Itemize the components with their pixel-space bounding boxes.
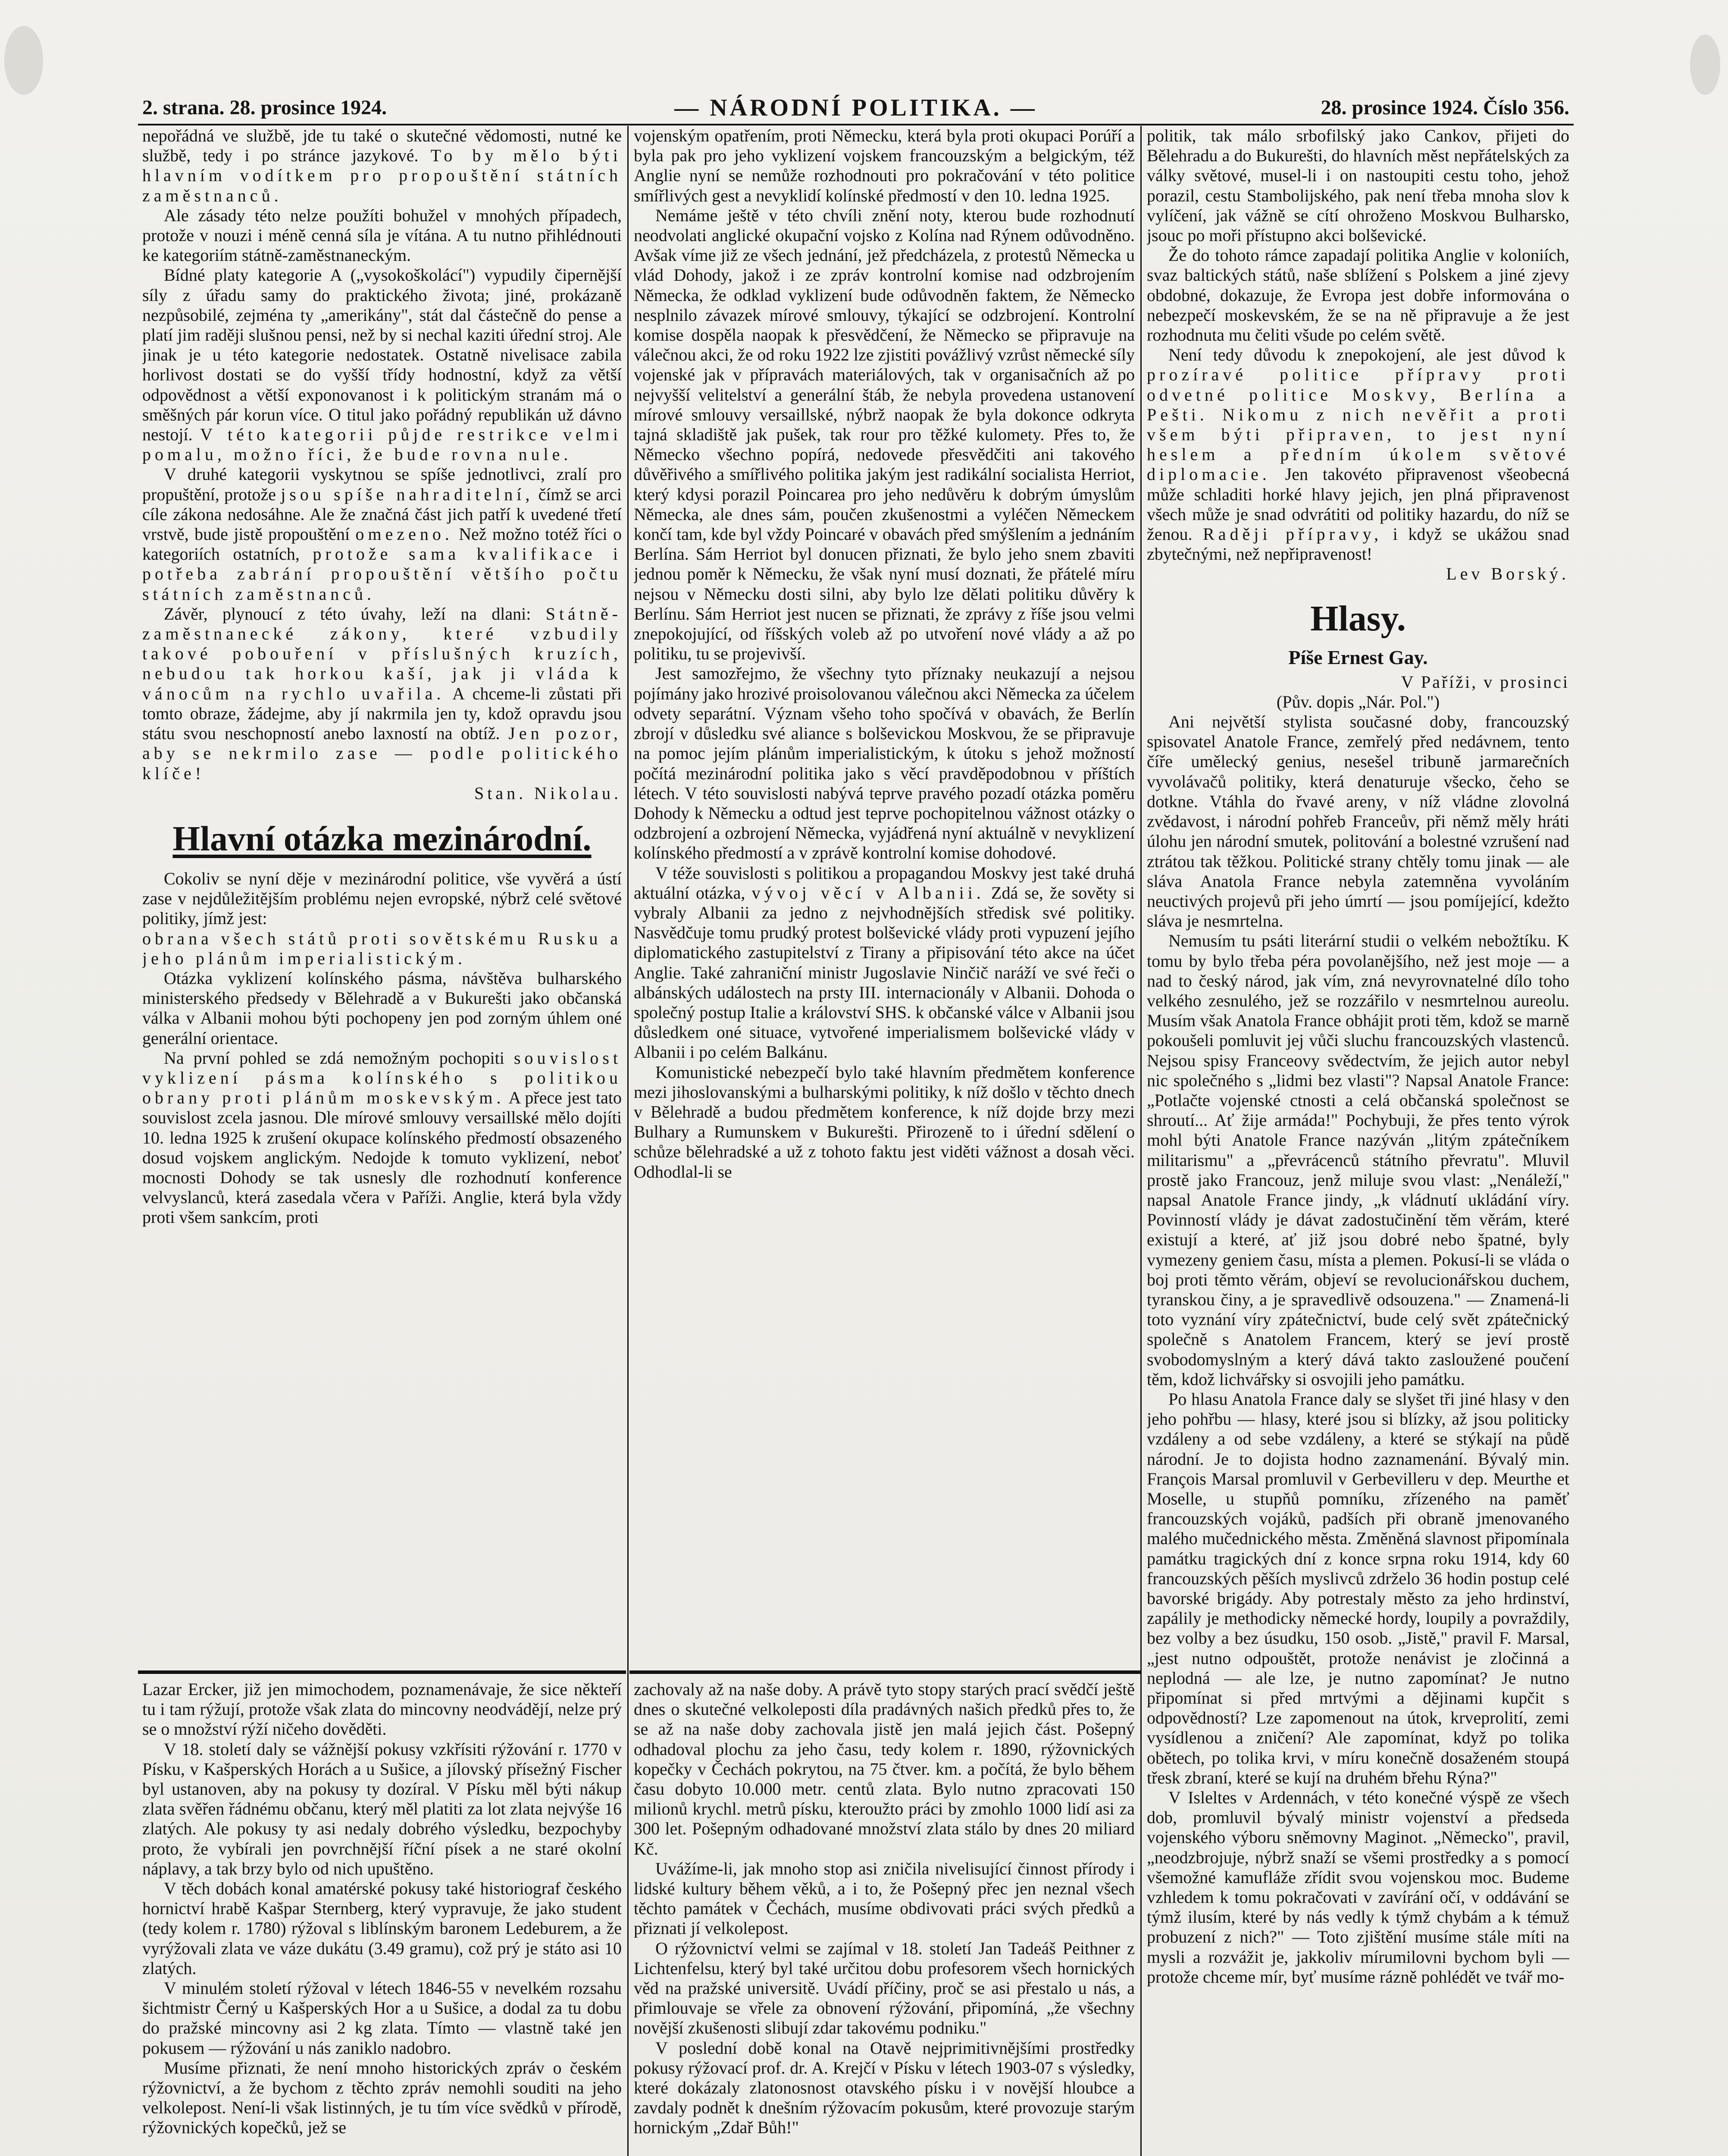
emphasis-text: protože sama kvalifikace i potřeba zabrání propouštění většího počtu státních zaměstnanců. [142,544,622,604]
text-paragraph: V Isleltes v Ardennách, v této konečné výspě ze všech dob, promluvil bývalý ministr vojenství a předseda vojenského výboru sněmovny Maginot. „Německo", pravil, „neodzbrojuje, nýbrž snaží se všemi prostředky a s pomocí všemožné kamufláže zřídit svou vojenskou moc. Budeme vzhledem k tomu pokračovati v zavírání očí, v oddávání se týmž ilusím, které by nás vedly k týmž chybám a k témuž probuzení z nich?" — Toto zjištění musíme stále míti na mysli a rozvážit je, jakkoliv mírumilovni bychom byli — protože chceme mír, byť musíme rázně pohlédět ve tvář mo- [1147,1788,1569,1987]
text-paragraph: nepořádná ve službě, jde tu také o skutečné vědomosti, nutné ke službě, tedy i po stránce jazykové. [142,126,622,166]
text-paragraph: Nemusím tu psáti literární studii o velkém nebožtíku. K tomu by bylo třeba péra povolanějšího, než jest moje — a nad to český národ, jak vím, zná nevyrovnatelné dílo toho velkého zesnulého, jež se rozzářilo v nesmrtelnou aureolu. Musím však Anatola France obhájit proti těm, kdož se marně pokoušeli pomluvit jej vůči sluchu francouzských vlastenců. Nejsou spisy Franceovy svědectvím, že jejich autor nebyl nic společného s „lidmi bez vlasti"? Napsal Anatole France: „Potlačte vojenské ctnosti a celá občanská společnost se shroutí... Ať žije armáda!" Pochybuji, že přes tento výrok mohl býti Anatole France nazýván „litým zpátečníkem militarismu" a „převrácenců státního převratu". Mluvil prostě jako Francouz, jenž miluje svou vlast: „Nenáleží," napsal Anatole France jindy, „k vládnutí ukládání víry. Povinností vlády je dávat zadostučinění těm věrám, které existují a které, ať již jsou dobré nebo špatné, byly vymezeny geniem času, místa a plemen. Pokusí-li se vláda o boj proti těmto věrám, objeví se revolucionářskou duchem, tyranskou činy, a je spravedlivě odsouzena." — Znamená-li toto vyznání víry zpátečnictví, bude celý svět zpátečnický společně s Anatolem Francem, který se jeví prostě svobodomyslným a který dává takto zasloužené poučení těm, kdož lichvářsky si osvojili jeho památku. [1147,931,1569,1389]
text-paragraph: Závěr, plynoucí z této úvahy, leží na dlani: [164,604,531,624]
text-paragraph: A přece jest tato souvislost zcela jasnou. Dle mírové smlouvy versaillské mělo dojíti 10. ledna 1925 k zrušení okupace kolínského předmostí obsazeného dosud vojskem anglickým. Nedojde k tomuto vyklizení, neboť mocnosti Dohody se tak usnesly dle rozhodnutí konference velvyslanců, která zasedala včera v Paříži. Anglie, která byla vždy proti všem sankcím, proti [142,1088,622,1227]
text-paragraph: V minulém století rýžoval v létech 1846-55 v nevelkém rozsahu šichtmistr Černý u Kašperských Hor a u Sušice, a dodal za tu dobu do pražské mincovny asi 2 kg zlata. Tímto — vlastně také jen pokusem — rýžování u nás zaniklo nadobro. [142,1978,622,2058]
text-paragraph: Ani největší stylista současné doby, francouzský spisovatel Anatole France, zemřelý před nedávnem, tento číře umělecký genius, nesešel tribuně jarmarečních vyvolávačů politiky, která denaturuje všecko, čeho se dotkne. Vtáhla do řvavé areny, v níž vládne zlovolná zvědavost, i národní pohřeb Franceův, při němž měly hráti úlohu jen národní smutek, politování a bolestné vzrušení nad ztrátou tak těžkou. Politické strany chtěly tomu jinak — ale sláva Anatola France nebyla zatemněna vyvoláním neuctivých projevů při jeho úmrtí — jsou pomíjející, kdežto sláva je nesmrtelna. [1147,712,1569,931]
text-paragraph: A chceme-li zůstati při tomto obraze, žádejme, aby jí nakrmila jen ty, kdož opravdu jsou státu svou neschopností anebo laxností na obtíž. [142,683,622,743]
emphasis-text: jsou spíše nahraditelní, [281,484,534,504]
article-byline: Píše Ernest Gay. [1288,646,1428,668]
text-paragraph: Na první pohled se zdá nemožným pochopiti [164,1048,504,1068]
text-paragraph: Ale zásady této nelze použíti bohužel v mnohých případech, protože v nouzi i méně cenná síla je vítána. A tu nutno přihlédnouti ke kategoriím státně-zaměstnaneckým. [142,205,622,265]
column-1-feuilleton [142,1680,622,2156]
text-paragraph: O rýžovnictví velmi se zajímal v 18. století Jan Tadeáš Peithner z Lichtenfelsu, který byl také určitou dobu profesorem všech hornických věd na pražské universitě. Uvádí příčiny, proč se asi přestalo u nás, a přimlouvaje se vřele za obnovení rýžování, připomíná, „že všechny novější zkušenosti slibují zdar takovému podniku." [634,1938,1135,2038]
emphasis-text: Raději přípravy, [1203,524,1383,544]
emphasis-text: Jen pozor, aby se nekrmilo zase — podle politického klíče! [142,724,622,783]
text-paragraph: V téže souvislosti s politikou a propagandou Moskvy jest také druhá aktuální otázka, [634,863,1135,903]
article-headline: Hlasy. [1310,598,1406,639]
text-paragraph: V poslední době konal na Otavě nejprimitivnějšími prostředky pokusy rýžovací prof. dr. A. Krejčí v Písku v létech 1903-07 s výsledky, které dokázaly zlatonosnost otavského písku i v novější hloubce a zavdaly podnět k dnešním rýžovacím pokusům, které provozuje starým hornickým „Zdař Bůh!" [634,2038,1135,2137]
masthead-title: — NÁRODNÍ POLITIKA. — [674,94,1037,121]
dateline: V Paříži, v prosinci [1401,672,1569,692]
author-signature: Lev Borský. [1446,564,1569,584]
emphasis-text: V této kategorii půjde restrikce velmi pomalu, možno říci, že bude rovna nule. [142,425,622,464]
text-paragraph: čímž se arci cíle zákona nedosáhne. Ale že značná část jich patří k uvedené třetí vrstvě, bude jistě propouštění [142,484,622,544]
column-divider [1140,126,1142,2156]
header-date-left: 2. strana. 28. prosince 1924. [142,96,387,119]
emphasis-text: vývoj věcí v Albanii. [751,883,985,903]
emphasis-text: Státně-zaměstnanecké zákony, které vzbudily takové pobouření v příslušných kruzích, nebudou tak horkou kaší, jak ji vládа k vánocům na rychlo uvařila. [142,604,622,703]
text-paragraph: Že do tohoto rámce zapadají politika Anglie v koloniích, svaz baltických států, naše sblížení s Polskem a jiné zjevy obdobné, dokazuje, že Evropa jest dobře informována o nebezpečí moskevském, že se na ně připravuje a že jest rozhodnuta mu čeliti všude po celém světě. [1147,245,1569,345]
text-paragraph: V 18. století daly se vážnější pokusy vzkřísiti rýžování r. 1770 v Písku, v Kašperských Horách a u Sušice, a jílovský přísežný Fischer byl ustanoven, aby na pokusy ty dozíral. V Písku měl býti nákup zlata svěřen řádnému občanu, který měl platiti za lot zlata nejvýše 16 zlatých. Ale pokusy ty asi nedaly dobrého výsledku, bezpochyby proto, že vybírali jen povrchnější říční písek a ne staré okolní náplavy, a tak brzy bylo od nich upuštěno. [142,1739,622,1878]
text-paragraph: Po hlasu Anatola France daly se slyšet tři jiné hlasy v den jeho pohřbu — hlasy, které jsou si blízky, až jsou politicky vzdáleny a od sebe vzdáleny, a které se stýkají na půdě národní. Je to dojista hodno zaznamenání. Bývalý min. François Marsal promluvil v Gerbevilleru v dep. Meurthe et Moselle, u stupňů pomníku, zřízeného na paměť francouzských vojáků, padších při obraně jmenovaného malého mučednického města. Změněná slavnost připomínala památku tragických dní z konce srpna roku 1914, kdy 60 francouzských pěších myslivců zdrželo 36 hodin postup celé bavorské brigády. Aby potrestaly město za jeho hrdinství, zapálily je methodicky německé hordy, loupily a povraždily, bez volby a bez úsudku, 150 osob. „Jistě," pravil F. Marsal, „jest nutno odpouštět, protože nenávist je zločinná a neplodná — ale lze, je nutno zapomínat? Je nutno připomínat si před mrtvými a dějinami kupčit s odpovědností? Lze zapomenout na útok, krveprolití, zemi vysídlenou a zničení? Ale zapomínat, když po tolika obětech, po tolika krvi, v míru konečně dosaženém stoupá třesk zbraní, které se kují na druhém břehu Rýna?" [1147,1389,1569,1787]
text-paragraph: Než možno totéž říci o kategoriích ostatních, [142,524,622,564]
header-rule [138,124,1574,125]
column-3 [1147,126,1569,2156]
text-paragraph: Není tedy důvodu k znepokojení, ale jest důvod [1168,345,1546,365]
column-2-feuilleton [634,1680,1135,2156]
feuilleton-rule [138,1670,626,1674]
author-signature: Stan. Nikolau. [474,783,622,803]
article-headline: Hlavní otázka mezinárodní. [172,818,592,858]
column-2-upper [634,126,1135,1667]
column-divider [627,126,629,2156]
source-note: (Pův. dopis „Nár. Pol.") [1276,692,1440,711]
text-paragraph: Komunistické nebezpečí bylo také hlavním předmětem konference mezi jihoslovanskými a bulharskými politiky, k níž došlo v těchto dnech v Bělehradě a budou předmětem konference, k níž dojde brzy mezi Bulhary a Rumunskem v Bukurešti. Přirozeně to i úřední sdělení o schůze bělehradské a už z tohoto faktu jest viděti vážnost a dosah věci. Odhodlal-li se [634,1062,1135,1181]
text-paragraph: V druhé kategorii vyskytnou se spíše jednotlivci, zralí pro propuštění, protože [142,464,622,504]
header-date-issue: 28. prosince 1924. Číslo 356. [1321,96,1569,119]
emphasis-text: k prozíravé politice přípravy proti odvetné politice Moskvy, Berlína a Pešti. Nikomu z nich nevěřit a proti všem býti připraven, to jest nyní heslem a předním úkolem světové diplomacie. [1147,345,1569,484]
text-paragraph: Jen takovéto připravenost všeobecná může schladiti horké hlavy jejich, jen plná připravenost všech může je snad odvrátiti od politiky hazardu, do níž se ženou. [1147,464,1569,544]
text-paragraph: politik, tak málo srbofilský jako Cankov, přijeti do Bělehradu a do Bukurešti, do hlavních měst nepřátelských za války světové, musel-li i on nastoupiti cestu toho, jehož porazil, cestu Stambolijského, pak není třeba mnoha slov k vylíčení, jak vážně se cítí ohroženo Moskvou Bulharsko, jsouc po moři přístupno akci bolševické. [1147,126,1569,245]
page-header [142,93,1569,123]
emphasis-text: souvislost vyklizení pásma kolínského s politikou obrany proti plánům moskevským. [142,1048,622,1108]
emphasis-text: To by mělo býti hlavním vodítkem pro propouštění státních zaměstnanců. [142,146,622,205]
text-paragraph: Uvážíme-li, jak mnoho stop asi zničila nivelisující činnost přírody i lidské kultury během věků, a i to, že Pošepný přec jen neznal všech těchto památek v Čechách, musíme obdivovati práci svých předků a přiznati jí velkolepost. [634,1858,1135,1938]
paper-stain [4,26,43,95]
text-paragraph: i když se ukážou snad zbytečnými, než nepřipravenost! [1147,524,1569,564]
text-paragraph: zachovaly až na naše doby. A právě tyto stopy starých prací svědčí ještě dnes o skutečné velkoleposti díla pradávných našich předků přes to, že se až na naše doby zachovala jistě jen malá jejich část. Pošepný odhadoval plochu za jeho času, tedy kolem r. 1890, rýžovnických kopečky v Čechách pokrytou, na 75 čtver. km. a počítá, že bylo během času dobyto 10.000 metr. centů zlata. Bylo nutno zpracovati 150 milionů krychl. metrů písku, kteroužto práci by zmohlo 1000 lidí asi za 300 let. Pošepným odhadované množství zlata stálo by dnes 20 miliard Kč. [634,1680,1135,1858]
text-paragraph: Zdá se, že sověty si vybraly Albanii za jedno z nejvhodnějších středisk své politiky. Nasvědčuje tomu prudký protest bolševické vlády proti vypuzení jejího diplomatického zastupitelství z Tirany a připisování této akce na účet Anglie. Také zahraniční ministr Jugoslavie Ninčič naráží ve své řeči o albánských událostech na prsty III. internacionály v Albanii. Dohoda o společný postup Italie a království SHS. k občanské válce v Albanii jsou důsledkem oné situace, vytvořené imperialismem bolševické vlády v Albanii i po celém Balkánu. [634,883,1135,1062]
feuilleton-rule [629,1670,1140,1674]
text-paragraph: V těch dobách konal amatérské pokusy také historiograf českého hornictví hrabě Kašpar Sternberg, který vypravuje, že jako student (tedy kolem r. 1780) rýžoval s liblínským baronem Ledeburem, a že vyrýžovali zlata ve váze dukátu (3.49 gramu), což prý je státo asi 10 zlatých. [142,1879,622,1978]
text-paragraph: vojenským opatřením, proti Německu, která byla proti okupaci Porúří a byla pak pro jeho vyklizení vojskem francouzským a belgickým, též Anglie nyní se nemůže rozhodnouti pro pokračování v této politice smířlivých gest a nevyklidí kolínské předmostí v den 10. ledna 1925. [634,126,1135,205]
text-paragraph: Jest samozřejmo, že všechny tyto příznaky neukazují a nejsou pojímány jako hrozivé proisolovanou válečnou akci Německa za účelem odvety separátní. Význam všeho toho spočívá v obavách, že Berlín zbrojí v důsledku své aliance s bolševickou Moskvou, že se připravuje na pomoc jejím plánům imperialistickým, k útoku s jehož možností počítá mezinárodní politika jako s věcí pravděpodobnou v příštích létech. V této souvislosti nabývá teprve pravého pozadí otázka poměru Dohody k Německu a odtud jest teprve pochopitelnou vážnost otázky o odzbrojení a ozbrojení Německa, vyjádřená nyní aktuálně v nevyklizení kolínského předmostí a v zprávě kontrolní komise dohodové. [634,664,1135,863]
text-paragraph: Cokoliv se nyní děje v mezinárodní politice, vše vyvěrá a ústí zase v nejdůležitějším problému nejen evropské, nýbrž celé světové politiky, jímž jest: [142,868,622,928]
column-1-upper [142,126,622,1667]
text-paragraph: Lazar Ercker, již jen mimochodem, poznamenávaje, že sice někteří tu i tam rýžují, protože však zlata do mincovny neodvádějí, nelze prý se o množství rýží ničeho dověděti. [142,1680,622,1739]
text-paragraph: Bídné platy kategorie A („vysokoškolácí") vypudily čipernější síly z úřadu samy do praktického života; jiné, prokázaně nezpůsobilé, zejména ty „amerikány", stát dal částečně do pense a platí jim raději slušnou pensi, než by si nechal kaziti úřední stroj. Ale jinak je u této kategorie nedostatek. Ostatně nivelisace zabila horlivost dostati se do vyšší třídy hodnostní, když za větší odpovědnost a větší exponovanost i k politickým stranám má o směšných pár korun více. O titul jako pořádný republikán už dávno nestojí. [142,265,622,445]
text-paragraph: Otázka vyklizení kolínského pásma, návštěva bulharského ministerského předsedy v Bělehradě a v Bukurešti jako občanská válka v Albanii mohou býti pochopeny jen pod zorným úhlem oné generální orientace. [142,968,622,1048]
emphasis-text: obrana všech států proti sovětskému Rusku a jeho plánům imperialistickým. [142,928,622,968]
emphasis-text: omezeno. [355,524,453,544]
paper-stain [1690,34,1720,95]
text-paragraph: Musíme přiznati, že není mnoho historických zpráv o českém rýžovnictví, a že bychom z těchto zpráv nemohli souditi na jeho velkolepost. Není-li však listinných, je tu tím více svědků v přírodě, rýžovnických kopečků, jež se [142,2058,622,2137]
text-paragraph: Nemáme ještě v této chvíli znění noty, kterou bude rozhodnutí neodvolati anglické okupační vojsko z Kolína nad Rýnem odůvodněno. Avšak víme již ze všech jednání, jež předcházela, z protestů Německa u vlád Dohody, jakož i ze zpráv kontrolní komise nad odzbrojením Německa, že odklad vyklizení bude odůvodněn faktem, že Německo nesplnilo závazek mírové smlouvy, týkající se odzbrojení. Kontrolní komise dospěla naopak k přesvědčení, že Německo se připravuje na válečnou akci, že od roku 1922 lze zjistiti povážlivý vzrůst německé síly vojenské jak v přípravách materiálových, tak v organisačních až po nejvyšší velitelství a generální štáb, že nebyla provedena ustanovení mírové smlouvy versaillské, nýbrž naopak že byla dokonce odkryta tajná skladiště jak pušek, tak rour pro těžké kulomety. Přes to, že Německo všechno popírá, nedovede přesvědčiti ani takového důvěřivého a smířlivého politika jakým jest radikální socialista Herriot, který kdysi porazil Poincarea pro jeho nedůvěru k dobrým úmyslům Německa, ale dnes sám, poučen zkušenostmi a vyléčen Německem končí tam, kde byl vždy Poincaré v obavách před smýšlením a jednáním Berlína. Sám Herriot byl donucen přiznati, že bylo jeho snem zbaviti jednou poměr k Německu, že však nyní musí doznati, že přátelé míru nejsou v Německu dosti silni, aby bylo lze dělati politiku důvěry k Berlínu. Sám Herriot jest nucen se přiznati, že zprávy z říše jsou velmi znepokojující, od říšských voleb až po utvoření nové vlády a až po politiku, tu se projevivší. [634,205,1135,664]
